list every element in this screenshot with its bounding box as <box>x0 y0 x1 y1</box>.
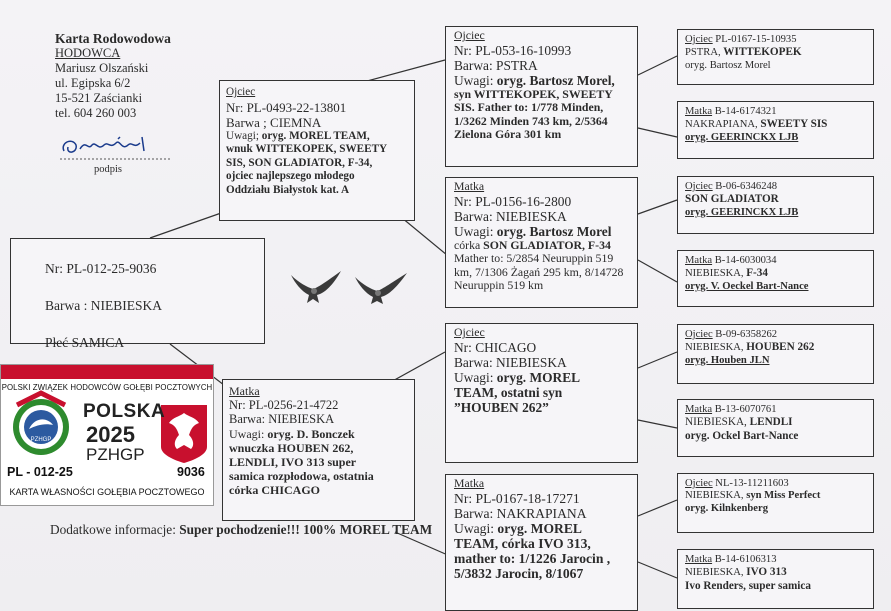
g1-role: Ojciec <box>685 34 713 45</box>
card-country: POLSKA <box>83 401 166 422</box>
great-grandparent-box-3 <box>677 176 874 234</box>
g7-color: NIEBIESKA, <box>685 490 747 502</box>
gp3-notes-line-3: ”HOUBEN 262” <box>454 399 549 415</box>
dam-notes-line-1 <box>229 427 408 441</box>
g4-color: NIEBIESKA, <box>685 268 747 280</box>
gp4-notes-label: Uwagi: <box>454 520 498 536</box>
g4-ring: B-14-6030034 <box>712 255 777 266</box>
g2-name: SWEETY SIS <box>760 118 828 131</box>
gp3-ring: Nr: CHICAGO <box>454 339 537 355</box>
sire-notes-line-1 <box>226 130 408 144</box>
maternal-granddam-box <box>445 474 638 611</box>
g3-name: SON GLADIATOR <box>685 193 779 206</box>
gp1-notes-line-5: Zielona Góra 301 km <box>454 127 562 141</box>
breeder-label: HODOWCA <box>55 46 121 60</box>
g7-header <box>685 478 866 490</box>
sire-color: Barwa ; CIEMNA <box>226 114 322 130</box>
gp2-notes-line-5: Neuruppin 519 km <box>454 278 544 292</box>
gp1-notes-line-4: 1/3262 Minden 743 km, 2/5364 <box>454 113 608 128</box>
card-org: PZHGP <box>86 445 145 464</box>
g7-details <box>685 490 866 502</box>
g7-role: Ojciec <box>685 478 713 489</box>
g2-role: Matka <box>685 106 713 117</box>
g4-name: F-34 <box>746 267 768 280</box>
sire-notes-line-5: Oddziału Białystok kat. A <box>226 183 350 196</box>
g3-details <box>685 193 866 206</box>
gp2-color: Barwa: NIEBIESKA <box>454 208 567 224</box>
g1-origin: oryg. Bartosz Morel <box>685 59 771 71</box>
gp1-notes-text: oryg. Bartosz Morel, <box>496 72 615 88</box>
subject-sex: Płeć SAMICA <box>45 335 125 350</box>
g1-details <box>685 46 866 59</box>
sire-notes-label: Uwagi; <box>226 129 262 142</box>
g8-details <box>685 566 866 579</box>
g3-origin: oryg. GEERINCKX LJB <box>685 206 799 218</box>
gp4-notes-line-4: 5/3832 Jarocin, 8/1067 <box>454 565 584 581</box>
great-grandparent-box-8 <box>677 549 874 609</box>
g6-details <box>685 416 866 429</box>
gp3-notes-line-2: TEAM, ostatni syn <box>454 384 563 400</box>
card-ring-number: PL - 012-25 <box>7 465 73 479</box>
g4-details <box>685 267 866 280</box>
card-footer: KARTA WŁASNOŚCI GOŁĘBIA POCZTOWEGO <box>9 487 205 497</box>
polish-eagle-emblem <box>161 405 207 463</box>
dam-notes-line-2: wnuczka HOUBEN 262, <box>229 440 354 455</box>
pzhgp-logo-text: PZHGP <box>30 437 52 443</box>
gp1-notes-line-2: syn WITTEKOPEK, SWEETY <box>454 86 613 101</box>
g8-role: Matka <box>685 554 713 565</box>
g1-color: PSTRA, <box>685 47 724 59</box>
gp4-notes-line-2: TEAM, córka IVO 313, <box>454 535 591 551</box>
gp3-notes-label: Uwagi: <box>454 369 497 385</box>
pzhgp-logo <box>13 393 69 455</box>
gp1-notes-line-3: SIS. Father to: 1/778 Minden, <box>454 100 604 114</box>
g2-ring: B-14-6174321 <box>712 106 777 117</box>
g5-name: HOUBEN 262 <box>746 341 815 354</box>
breeder-city: 15-521 Zaścianki <box>55 91 143 105</box>
g2-details <box>685 118 866 131</box>
g7-name: syn Miss Perfect <box>746 490 821 502</box>
dam-box <box>222 379 415 521</box>
great-grandparent-box-1 <box>677 29 874 85</box>
g5-ring: B-09-6358262 <box>712 329 778 340</box>
gp1-color: Barwa: PSTRA <box>454 57 538 73</box>
g3-header <box>685 181 866 193</box>
g5-color: NIEBIESKA, <box>685 342 747 354</box>
gp2-notes-line-4: km, 7/1306 Żagań 295 km, 8/14728 <box>454 264 624 279</box>
g8-name: IVO 313 <box>746 566 787 579</box>
additional-info-label: Dodatkowe informacje: <box>50 522 180 537</box>
gp2-notes-label: Uwagi: <box>454 223 497 239</box>
gp1-ring: Nr: PL-053-16-10993 <box>454 42 572 58</box>
dam-notes-label: Uwagi: <box>229 426 268 441</box>
gp3-notes-text: oryg. MOREL <box>496 369 581 385</box>
g2-origin: oryg. GEERINCKX LJB <box>685 131 799 143</box>
g8-color: NIEBIESKA, <box>685 567 747 579</box>
paternal-granddam-box <box>445 177 638 308</box>
subject-color: Barwa : NIEBIESKA <box>45 298 162 313</box>
gp3-color: Barwa: NIEBIESKA <box>454 354 567 370</box>
g5-origin: oryg. Houben JLN <box>685 354 770 366</box>
maternal-grandsire-box <box>445 323 638 463</box>
card-serial: 9036 <box>177 465 205 479</box>
g8-ring: B-14-6106313 <box>712 554 777 565</box>
signature-label: podpis <box>94 164 123 175</box>
gp4-notes-line-1 <box>454 521 629 536</box>
g5-details <box>685 341 866 354</box>
subject-box <box>10 238 265 350</box>
g4-role: Matka <box>685 255 713 266</box>
great-grandparent-box-4 <box>677 250 874 307</box>
great-grandparent-box-5 <box>677 324 874 384</box>
pigeon-illustrations <box>289 269 411 305</box>
g8-origin: Ivo Renders, super samica <box>685 579 811 592</box>
gp2-notes-parents: SON GLADIATOR, F-34 <box>483 237 611 252</box>
dam-notes-line-5: córka CHICAGO <box>229 483 320 498</box>
gp4-role: Matka <box>454 476 485 490</box>
gp2-ring: Nr: PL-0156-16-2800 <box>454 193 572 209</box>
document-title: Karta Rodowodowa <box>55 31 171 46</box>
g1-header <box>685 34 866 46</box>
sire-notes-text: oryg. MOREL TEAM, <box>261 129 370 142</box>
g7-origin: oryg. Kilnkenberg <box>685 502 768 514</box>
sire-ring: Nr: PL-0493-22-13801 <box>226 99 347 115</box>
gp4-ring: Nr: PL-0167-18-17271 <box>454 490 580 506</box>
gp2-notes-line-2 <box>454 239 629 253</box>
breeder-header <box>55 31 171 121</box>
great-grandparent-box-6 <box>677 399 874 457</box>
dam-ring: Nr: PL-0256-21-4722 <box>229 398 339 413</box>
gp2-notes-text: oryg. Bartosz Morel <box>496 223 612 239</box>
dam-notes-text: oryg. D. Bonczek <box>267 426 355 441</box>
sire-notes-line-3: SIS, SON GLADIATOR, F-34, <box>226 156 373 169</box>
sire-notes-line-4: ojciec najlepszego młodego <box>226 170 355 182</box>
g1-ring: PL-0167-15-10935 <box>712 34 797 45</box>
additional-info <box>50 521 440 538</box>
gp2-role: Matka <box>454 179 485 193</box>
sire-box <box>219 80 415 221</box>
gp4-notes-text: oryg. MOREL <box>497 520 582 536</box>
g2-header <box>685 106 866 118</box>
g6-header <box>685 404 866 416</box>
g5-role: Ojciec <box>685 329 713 340</box>
additional-info-value: Super pochodzenie!!! 100% MOREL TEAM <box>179 522 433 537</box>
dam-role: Matka <box>229 384 260 398</box>
g8-header <box>685 554 866 566</box>
gp4-notes-line-3: mather to: 1/1226 Jarocin , <box>454 550 611 566</box>
breeder-phone: tel. 604 260 003 <box>55 106 137 120</box>
ownership-card <box>0 364 214 506</box>
dam-notes-line-3: LENDLI, IVO 313 super <box>229 455 357 470</box>
g5-header <box>685 329 866 341</box>
g1-name: WITTEKOPEK <box>723 46 802 59</box>
g4-origin: oryg. V. Oeckel Bart-Nance <box>685 280 809 292</box>
g3-ring: B-06-6346248 <box>712 181 778 192</box>
g6-ring: B-13-6070761 <box>712 404 777 415</box>
gp2-notes-prefix: córka <box>454 237 484 252</box>
g7-ring: NL-13-11211603 <box>712 478 789 489</box>
g4-header <box>685 255 866 267</box>
g3-role: Ojciec <box>685 181 713 192</box>
breeder-name: Mariusz Olszański <box>55 61 149 75</box>
gp2-notes-line-3: Mather to: 5/2854 Neuruppin 519 <box>454 251 614 265</box>
gp2-notes-line-1 <box>454 224 629 239</box>
great-grandparent-box-2 <box>677 101 874 159</box>
great-grandparent-box-7 <box>677 473 874 533</box>
g2-color: NAKRAPIANA, <box>685 119 761 131</box>
g6-origin: oryg. Ockel Bart-Nance <box>685 429 799 442</box>
gp1-notes-label: Uwagi: <box>454 72 497 88</box>
breeder-street: ul. Egipska 6/2 <box>55 76 131 90</box>
gp1-notes-line-1 <box>454 73 629 88</box>
gp1-role: Ojciec <box>454 28 485 42</box>
sire-role: Ojciec <box>226 86 256 98</box>
gp3-notes-line-1 <box>454 370 629 385</box>
dam-color: Barwa: NIEBIESKA <box>229 412 335 427</box>
g6-color: NIEBIESKA, <box>685 416 750 429</box>
subject-ring: Nr: PL-012-25-9036 <box>45 261 157 276</box>
g6-name: LENDLI <box>749 416 793 429</box>
sire-notes-line-2: wnuk WITTEKOPEK, SWEETY <box>226 143 388 155</box>
card-header: POLSKI ZWIĄZEK HODOWCÓW GOŁĘBI POCZTOWYCH <box>1 383 213 392</box>
handwritten-signature <box>58 131 173 167</box>
dam-notes-line-4: samica rozpłodowa, ostatnia <box>229 469 374 484</box>
card-year: 2025 <box>86 422 135 447</box>
gp4-color: Barwa: NAKRAPIANA <box>454 505 587 521</box>
g6-role: Matka <box>685 404 713 415</box>
paternal-grandsire-box <box>445 26 638 167</box>
gp3-role: Ojciec <box>454 325 485 339</box>
